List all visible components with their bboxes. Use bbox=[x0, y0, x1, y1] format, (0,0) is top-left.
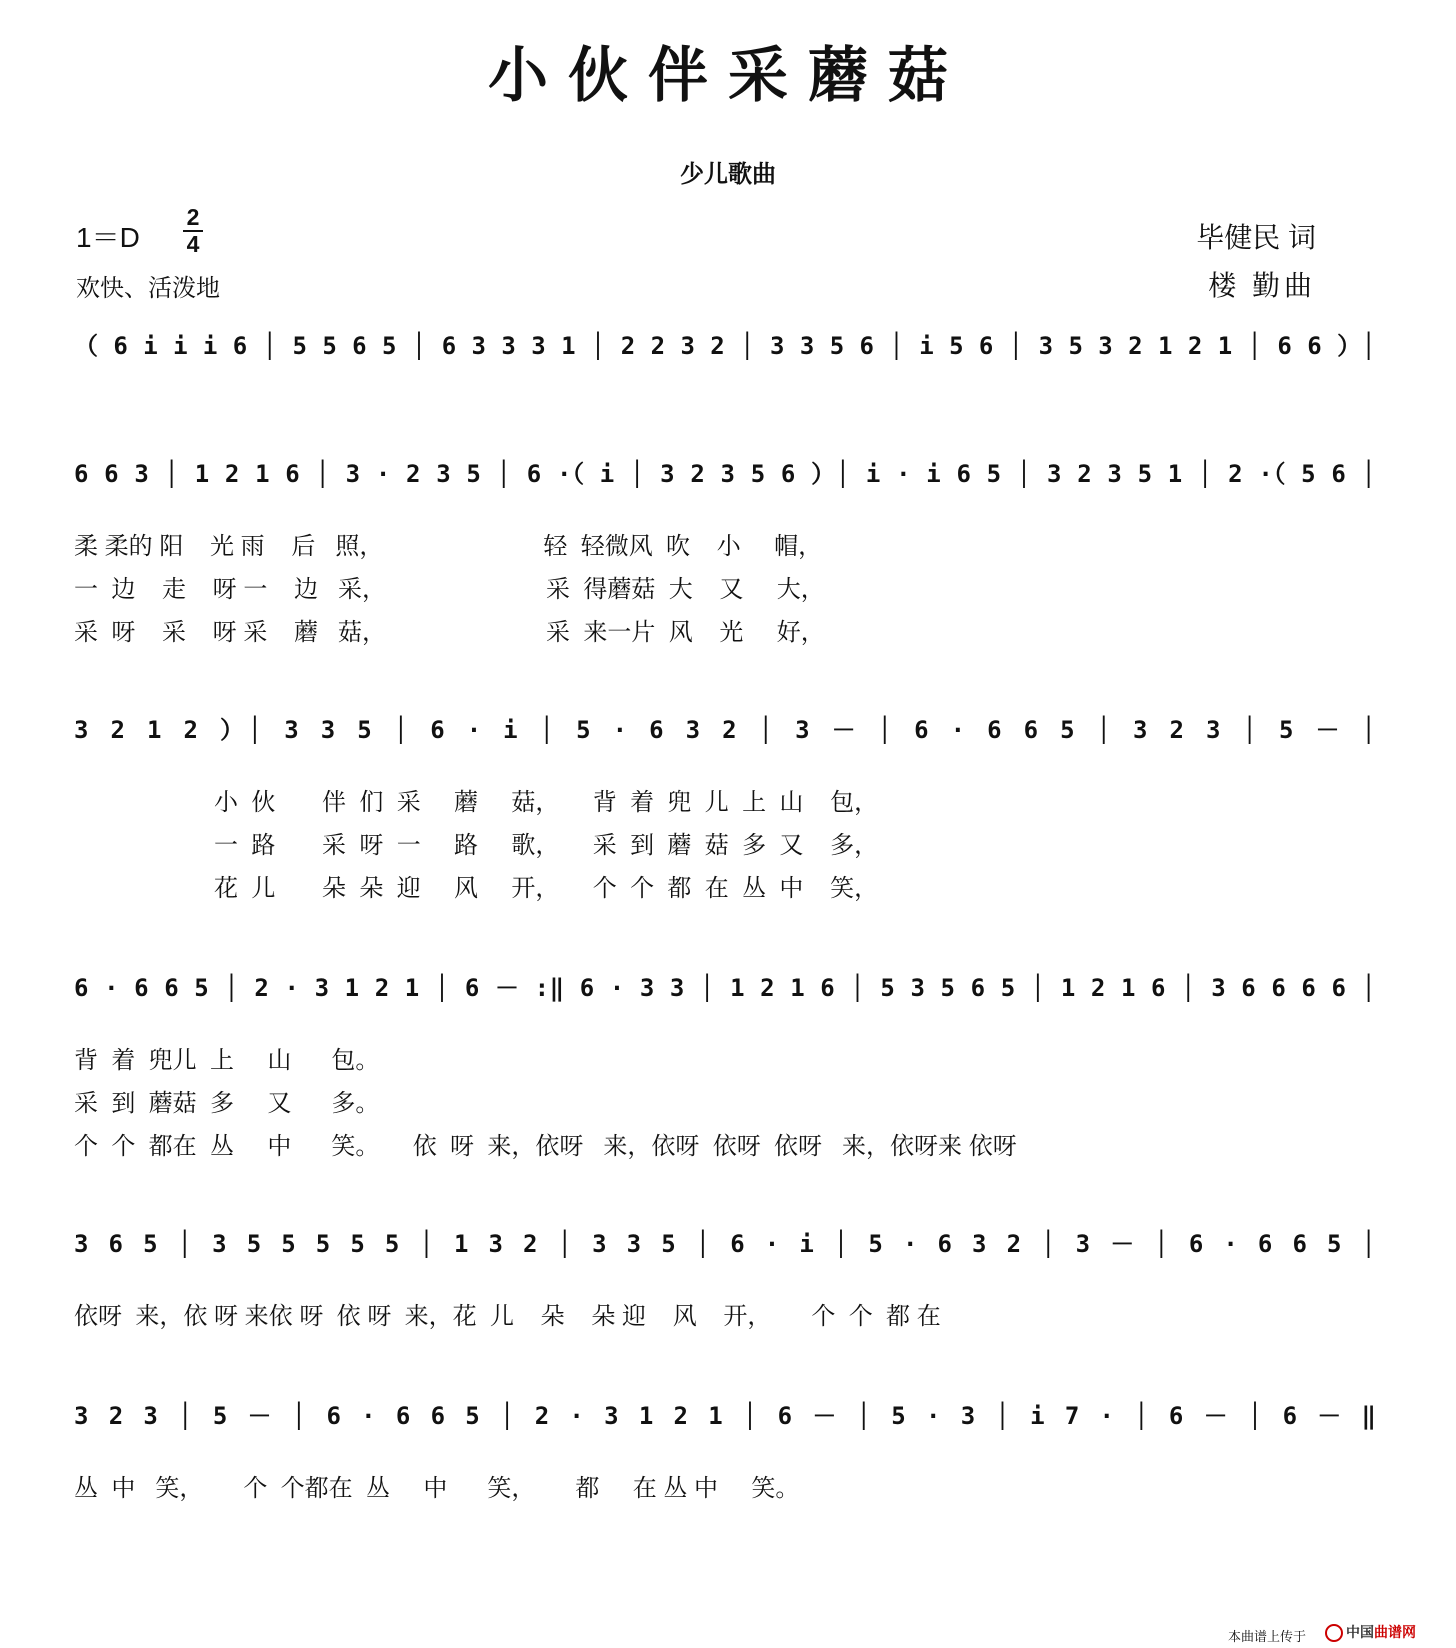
song-subtitle: 少儿歌曲 bbox=[680, 161, 776, 188]
composer-credit: 楼 勤曲 bbox=[1208, 270, 1316, 301]
lyric-line: 丛 中 笑， 个 个都在 丛 中 笑， 都 在 丛 中 笑。 bbox=[74, 1475, 800, 1502]
notation-svg bbox=[70, 1216, 1386, 1270]
site-logo bbox=[1325, 1622, 1416, 1642]
notation-svg bbox=[70, 318, 1386, 372]
notation-text: 6 · 6 6 5 │ 2 · 3 1 2 1 │ 6 － :‖ 6 · 3 3 │ 1 2 1 6 │ 5 3 5 6 5 │ 1 2 1 6 │ 3 6 6 6 6 │ bbox=[74, 974, 1376, 1002]
time-signature bbox=[183, 206, 203, 256]
upload-note: 本曲谱上传于 bbox=[1227, 1629, 1306, 1644]
lyric-line: 采 呀 采 呀 采 蘑 菇， 采 来一片 风 光 好， bbox=[74, 619, 825, 646]
lyric-line: 采 到 蘑菇 多 又 多。 bbox=[74, 1090, 380, 1117]
lyric-line: 花 儿 朵 朵 迎 风 开， 个 个 都 在 丛 中 笑， bbox=[74, 875, 879, 902]
key-signature: 1＝D bbox=[76, 222, 140, 253]
notation-svg bbox=[70, 446, 1386, 500]
notation-line bbox=[70, 702, 1386, 756]
logo-text-a: 中国 bbox=[1346, 1624, 1374, 1640]
lyricist-credit: 毕健民 词 bbox=[1196, 222, 1316, 253]
tempo-marking: 欢快、活泼地 bbox=[76, 275, 220, 302]
notation-svg bbox=[70, 702, 1386, 756]
lyric-line: 个 个 都在 丛 中 笑。 依 呀 来，依呀 来，依呀 依呀 依呀 来，依呀来 依呀 bbox=[74, 1133, 1017, 1160]
lyric-line: 一 路 采 呀 一 路 歌， 采 到 蘑 菇 多 又 多， bbox=[74, 832, 879, 859]
time-signature-top: 2 bbox=[186, 204, 200, 230]
notation-text: （ 6 i i i 6 │ 5 5 6 5 │ 6 3 3 3 1 │ 2 2 3 2 │ 3 3 5 6 │ i 5 6 │ 3 5 3 2 1 2 1 │ 6 6 ）│ bbox=[74, 332, 1376, 360]
lyric-line: 依呀 来，依 呀 来依 呀 依 呀 来，花 儿 朵 朵 迎 风 开， 个 个 都 在 bbox=[74, 1303, 941, 1330]
lyric-line: 一 边 走 呀 一 边 采， 采 得蘑菇 大 又 大， bbox=[74, 576, 825, 603]
notation-line bbox=[70, 960, 1386, 1014]
logo-ring-icon bbox=[1325, 1624, 1343, 1642]
lyric-line: 柔 柔的 阳 光 雨 后 照， 轻 轻微风 吹 小 帽， bbox=[74, 533, 823, 560]
notation-text: 3 2 1 2 ）│ 3 3 5 │ 6 · i │ 5 · 6 3 2 │ 3 － │ 6 · 6 6 5 │ 3 2 3 │ 5 － │ bbox=[74, 716, 1377, 744]
notation-svg bbox=[70, 1388, 1386, 1442]
notation-line bbox=[70, 1216, 1386, 1270]
notation-line bbox=[70, 318, 1386, 372]
time-signature-bottom: 4 bbox=[186, 231, 200, 257]
lyric-line: 小 伙 伴 们 采 蘑 菇， 背 着 兜 儿 上 山 包， bbox=[74, 789, 879, 816]
notation-text: 3 2 3 │ 5 － │ 6 · 6 6 5 │ 2 · 3 1 2 1 │ 6 － │ 5 · 3 │ i 7 · │ 6 － │ 6 － ‖ bbox=[74, 1402, 1377, 1430]
notation-text: 3 6 5 │ 3 5 5 5 5 5 │ 1 3 2 │ 3 3 5 │ 6 · i │ 5 · 6 3 2 │ 3 － │ 6 · 6 6 5 │ bbox=[74, 1230, 1376, 1258]
lyric-line: 背 着 兜儿 上 山 包。 bbox=[74, 1047, 380, 1074]
notation-line bbox=[70, 446, 1386, 500]
notation-line bbox=[70, 1388, 1386, 1442]
song-title: 小伙伴采蘑菇 bbox=[488, 41, 968, 111]
logo-text-b: 曲谱网 bbox=[1374, 1624, 1416, 1640]
notation-text: 6 6 3 │ 1 2 1 6 │ 3 · 2 3 5 │ 6 ·（ i │ 3 2 3 5 6 ）│ i · i 6 5 │ 3 2 3 5 1 │ 2 ·（ 5 6 │ bbox=[74, 460, 1376, 488]
notation-svg bbox=[70, 960, 1386, 1014]
